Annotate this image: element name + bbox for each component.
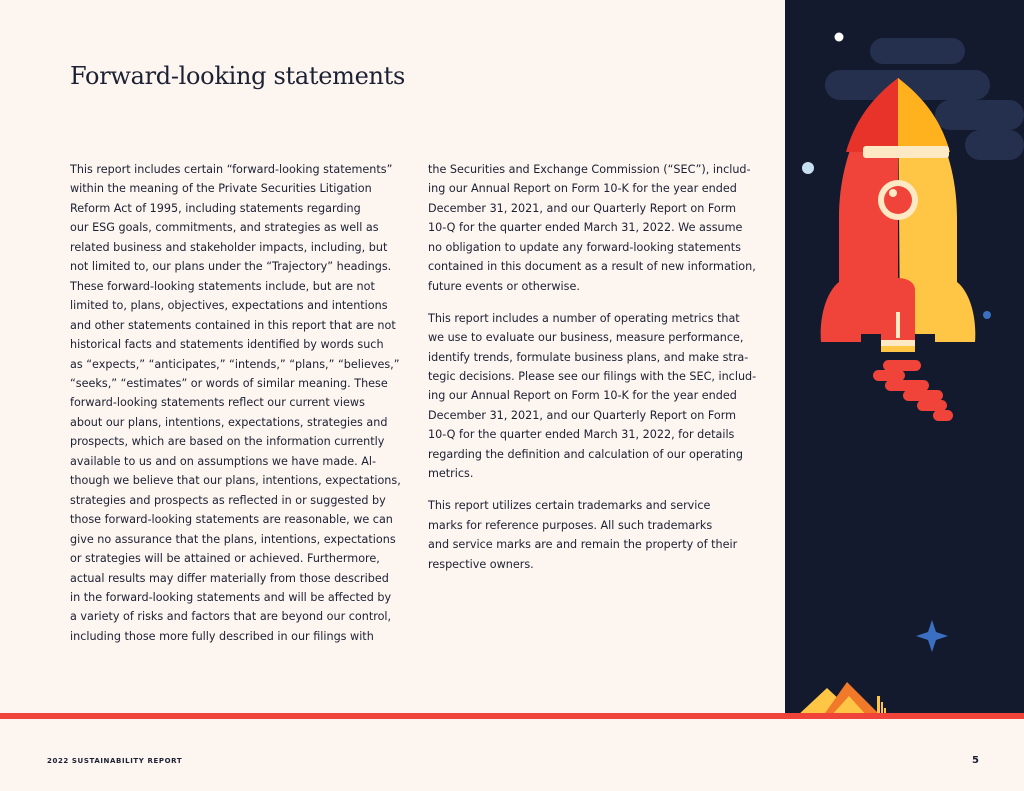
text-line: These forward-looking statements include, but are not (70, 279, 375, 293)
paragraph-trademarks (428, 496, 758, 574)
text-line: strategies and prospects as reflected in or suggested by (70, 493, 386, 507)
footer-report-label: 2022 SUSTAINABILITY REPORT (47, 757, 183, 765)
text-line: respective owners. (428, 557, 534, 571)
text-line: This report utilizes certain trademarks and service (428, 499, 711, 513)
text-line: the Securities and Exchange Commission (“SEC”), includ- (428, 163, 751, 176)
text-line: in the forward-looking statements and will be affected by (70, 590, 392, 604)
text-line: including those more fully described in our filings with (70, 629, 374, 643)
paragraph-forward-looking (70, 160, 400, 646)
text-line: marks for reference purposes. All such trademarks (428, 518, 713, 532)
body-column-right (428, 160, 758, 587)
text-line: future events or otherwise. (428, 279, 580, 293)
text-line: This report includes a number of operating metrics that (428, 311, 740, 325)
star-dot (983, 311, 991, 319)
text-line: ing our Annual Report on Form 10-K for the year ended (428, 389, 737, 403)
text-line: available to us and on assumptions we have made. Al- (70, 454, 377, 468)
star-dot (802, 162, 814, 174)
text-line: those forward-looking statements are reasonable, we can (70, 513, 393, 527)
text-line: we use to evaluate our business, measure performance, (428, 331, 744, 345)
paragraph-sec-filings (428, 160, 758, 296)
footer-divider (0, 713, 1024, 719)
text-line: metrics. (428, 467, 474, 481)
text-line: prospects, which are based on the information currently (70, 435, 385, 449)
paragraph-operating-metrics (428, 309, 758, 484)
text-line: ing our Annual Report on Form 10-K for the year ended (428, 182, 737, 196)
body-column-left (70, 160, 400, 659)
text-line: within the meaning of the Private Securities Litigation (70, 182, 372, 196)
text-line: “seeks,” “estimates” or words of similar meaning. These (70, 376, 388, 390)
text-line: forward-looking statements reflect our current views (70, 396, 365, 410)
text-line: related business and stakeholder impacts, including, but (70, 240, 388, 254)
text-line: and service marks are and remain the property of their (428, 538, 738, 552)
text-line: 10-Q for the quarter ended March 31, 2022. We assume (428, 221, 743, 235)
text-line: tegic decisions. Please see our filings with the SEC, includ- (428, 370, 757, 384)
text-line: identify trends, formulate business plans, and make stra- (428, 350, 749, 364)
text-line: no obligation to update any forward-looking statements (428, 240, 741, 254)
star-dot (835, 33, 844, 42)
text-line: or strategies will be attained or achieved. Furthermore, (70, 552, 380, 566)
text-line: December 31, 2021, and our Quarterly Report on Form (428, 408, 737, 422)
text-line: as “expects,” “anticipates,” “intends,” “plans,” “believes,” (70, 357, 400, 371)
text-line: and other statements contained in this report that are not (70, 318, 396, 332)
text-line: about our plans, intentions, expectations, strategies and (70, 415, 388, 429)
text-line: Reform Act of 1995, including statements regarding (70, 201, 361, 215)
text-line: though we believe that our plans, intentions, expectations, (70, 474, 401, 488)
text-line: not limited to, our plans under the “Trajectory” headings. (70, 260, 392, 274)
text-line: a variety of risks and factors that are beyond our control, (70, 610, 392, 624)
text-line: 10-Q for the quarter ended March 31, 2022, for details (428, 428, 735, 442)
rocket-illustration (785, 0, 1024, 716)
text-line: actual results may differ materially from those described (70, 571, 389, 585)
text-line: our ESG goals, commitments, and strategies as well as (70, 221, 379, 235)
text-line: contained in this document as a result of new information, (428, 260, 756, 274)
text-line: regarding the definition and calculation of our operating (428, 447, 743, 461)
text-line: limited to, plans, objectives, expectations and intentions (70, 299, 388, 313)
text-line: give no assurance that the plans, intentions, expectations (70, 532, 396, 546)
page-title: Forward-looking statements (70, 62, 405, 90)
text-line: December 31, 2021, and our Quarterly Report on Form (428, 201, 737, 215)
text-line: This report includes certain “forward-looking statements” (70, 163, 393, 176)
page-number: 5 (972, 755, 979, 766)
text-line: historical facts and statements identified by words such (70, 338, 384, 352)
